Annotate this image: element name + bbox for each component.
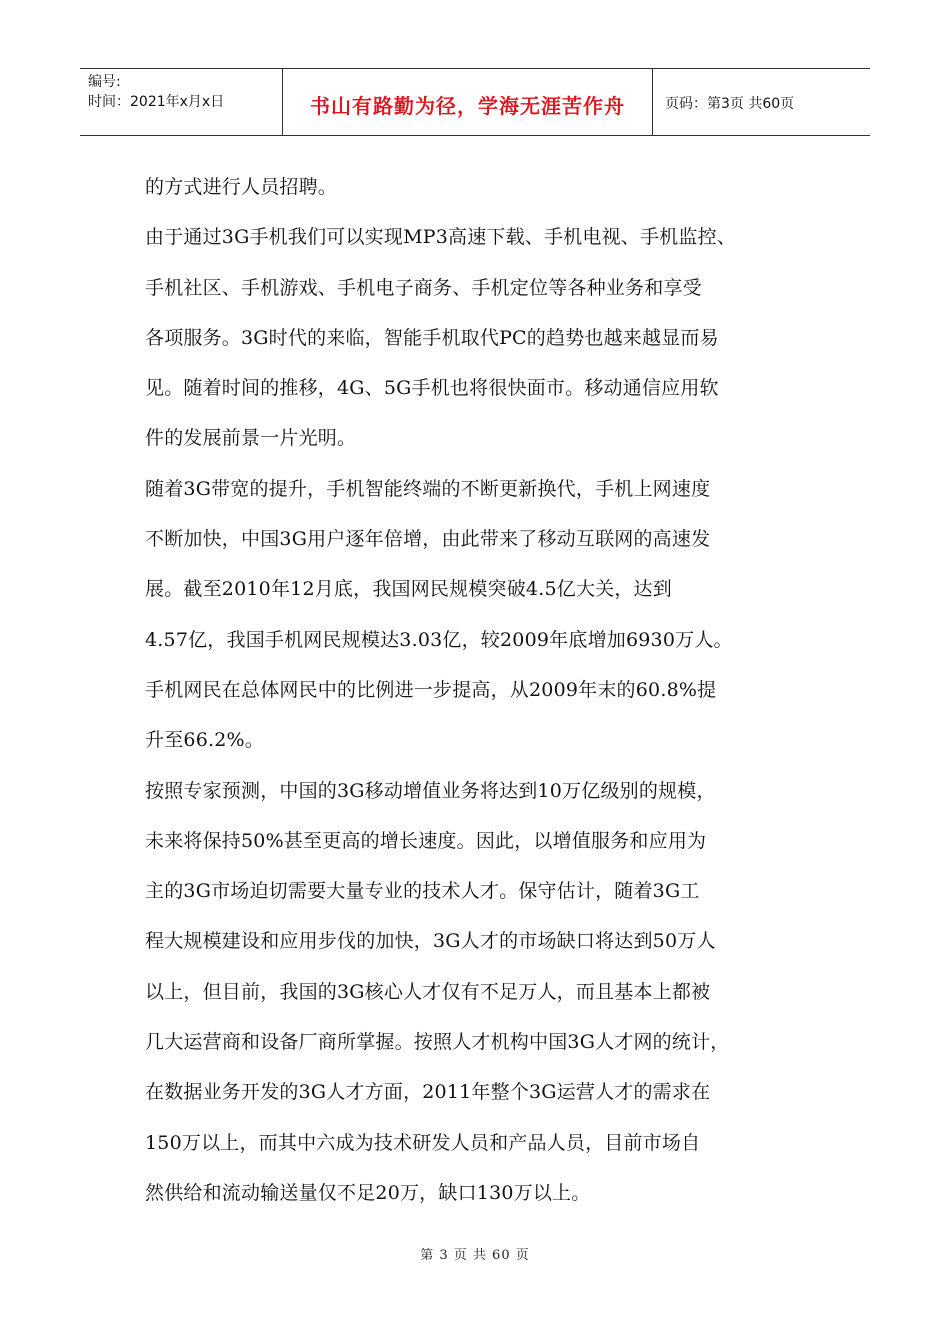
date-label: 时间：2021年x月x日 [88,94,225,110]
body-line: 展。截至2010年12月底，我国网民规模突破4.5亿大关，达到 [145,578,672,601]
header-page-info: 页码：第3页 共60页 [665,96,795,112]
body-line: 件的发展前景一片光明。 [145,427,357,450]
body-line: 几大运营商和设备厂商所掌握。按照人才机构中国3G人才网的统计， [145,1031,730,1054]
header-table [80,68,870,136]
body-line: 手机社区、手机游戏、手机电子商务、手机定位等各种业务和享受 [145,276,702,299]
body-line: 随着3G带宽的提升，手机智能终端的不断更新换代，手机上网速度 [145,477,711,500]
body-line: 150万以上，而其中六成为技术研发人员和产品人员，目前市场自 [145,1131,701,1154]
body-line: 4.57亿，我国手机网民规模达3.03亿，较2009年底增加6930万人。 [145,628,733,651]
body-line: 升至66.2%。 [145,729,264,752]
header-meta [80,69,283,135]
body-line: 按照专家预测，中国的3G移动增值业务将达到10万亿级别的规模， [145,779,716,802]
body-line: 在数据业务开发的3G人才方面，2011年整个3G运营人才的需求在 [145,1081,711,1104]
body-line: 未来将保持50%甚至更高的增长速度。因此，以增值服务和应用为 [145,829,707,852]
body-line: 不断加快，中国3G用户逐年倍增，由此带来了移动互联网的高速发 [145,528,711,551]
page-footer: 第 3 页 共 60 页 [420,1248,530,1263]
body-line: 以上，但目前，我国的3G核心人才仅有不足万人，而且基本上都被 [145,980,711,1003]
body-line: 然供给和流动输送量仅不足20万，缺口130万以上。 [145,1181,591,1204]
body-line: 程大规模建设和应用步伐的加快，3G人才的市场缺口将达到50万人 [145,930,716,953]
body-line: 见。随着时间的推移，4G、5G手机也将很快面市。移动通信应用软 [145,377,719,400]
body-line: 各项服务。3G时代的来临，智能手机取代PC的趋势也越来越显而易 [145,326,719,349]
body-line: 手机网民在总体网民中的比例进一步提高，从2009年末的60.8%提 [145,678,717,701]
body-line: 的方式进行人员招聘。 [145,176,338,198]
document-body [145,162,825,1218]
body-line: 由于通过3G手机我们可以实现MP3高速下载、手机电视、手机监控、 [145,226,736,249]
number-label: 编号: [88,74,121,90]
header-motto: 书山有路勤为径，学海无涯苦作舟 [283,69,653,135]
body-line: 主的3G市场迫切需要大量专业的技术人才。保守估计，随着3G工 [145,880,700,903]
